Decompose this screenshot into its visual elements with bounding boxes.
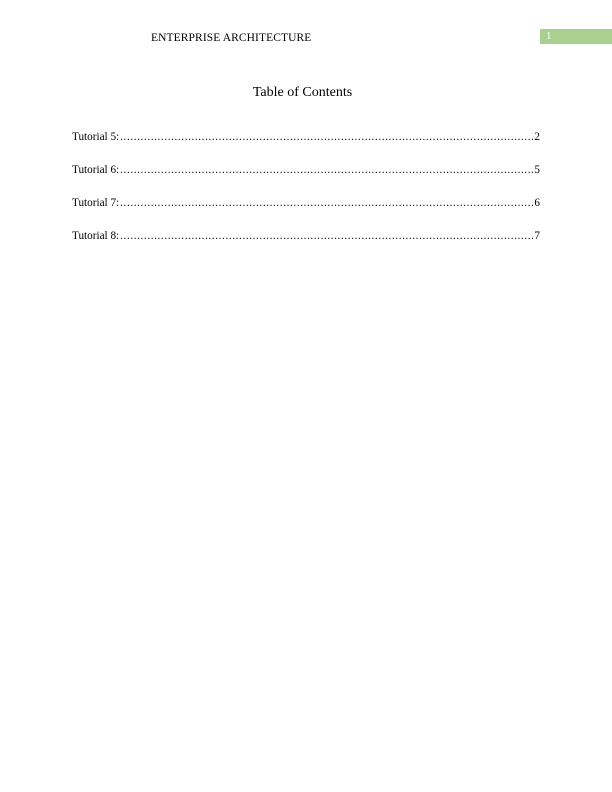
toc-entry-tutorial-7[interactable] xyxy=(72,196,540,229)
toc-entry-tutorial-6[interactable] xyxy=(72,163,540,196)
toc-entry-page: 6 xyxy=(534,197,540,209)
toc-entry-label: Tutorial 7: xyxy=(72,197,120,209)
toc-entry-tutorial-5[interactable] xyxy=(72,130,540,163)
toc-entry-label: Tutorial 8: xyxy=(72,230,120,242)
toc-entry-label: Tutorial 5: xyxy=(72,131,120,143)
toc-dot-leader xyxy=(120,163,533,177)
running-header-title: ENTERPRISE ARCHITECTURE xyxy=(151,32,312,44)
toc-dot-leader xyxy=(120,229,533,243)
toc-entry-tutorial-8[interactable] xyxy=(72,229,540,262)
page-number-badge xyxy=(540,29,612,44)
toc-entry-label: Tutorial 6: xyxy=(72,164,120,176)
toc-dot-leader xyxy=(120,130,533,144)
toc-heading: Table of Contents xyxy=(252,85,353,100)
toc-entry-page: 2 xyxy=(534,131,540,143)
toc-dot-leader xyxy=(120,196,533,210)
page-number: 1 xyxy=(546,30,552,42)
toc-entry-page: 7 xyxy=(534,230,540,242)
table-of-contents xyxy=(72,130,540,262)
toc-entry-page: 5 xyxy=(534,164,540,176)
